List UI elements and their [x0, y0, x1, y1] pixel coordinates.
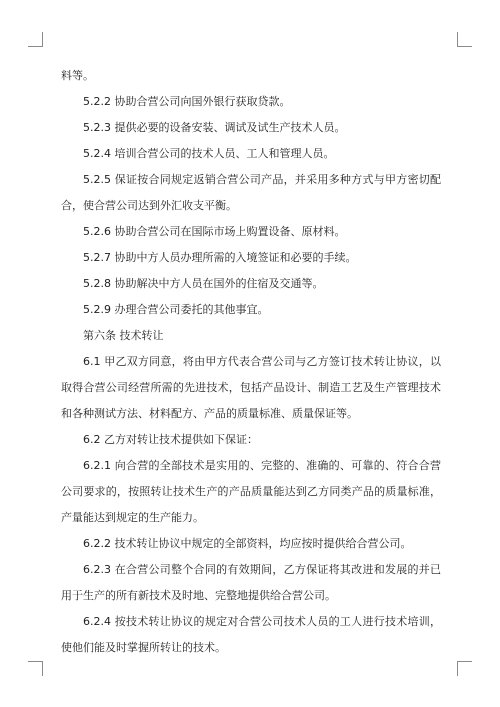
clause-6-1: 6.1 甲乙双方同意，将由甲方代表合营公司与乙方签订技术转让协议，以取得合营公司经营所需的先进技术，包括产品设计、制造工艺及生产管理技术和各种测试方法、材料配方、产品的质量标准、质量保证等。: [61, 355, 441, 420]
clause-6-2-3: 6.2.3 在合营公司整个合同的有效期间，乙方保证将其改进和发展的并已用于生产的所有新技术及时地、完整地提供给合营公司。: [61, 563, 441, 602]
clause-5-2-7: 5.2.7 协助中方人员办理所需的入境签证和必要的手续。: [83, 251, 357, 264]
crop-mark-bottom-right: [457, 661, 472, 676]
clause-5-2-3: 5.2.3 提供必要的设备安装、调试及试生产技术人员。: [83, 121, 346, 134]
clause-6-2-4: 6.2.4 按技术转让协议的规定对合营公司技术人员的工人进行技术培训，使他们能及时掌握所转让的技术。: [61, 615, 441, 654]
paragraph-continuation: 料等。: [61, 69, 94, 82]
crop-mark-top-left: [28, 32, 43, 47]
clause-5-2-8: 5.2.8 协助解决中方人员在国外的住宿及交通等。: [83, 277, 324, 290]
clause-5-2-9: 5.2.9 办理合营公司委托的其他事宜。: [83, 303, 269, 316]
clause-5-2-5: 5.2.5 保证按合同规定返销合营公司产品，并采用多种方式与甲方密切配合，使合营公司达到外汇收支平衡。: [61, 173, 441, 212]
clause-6-2-2: 6.2.2 技术转让协议中规定的全部资料，均应按时提供给合营公司。: [83, 537, 412, 550]
document-body: [61, 63, 441, 661]
section-heading-article-6: 第六条 技术转让: [83, 329, 164, 342]
clause-5-2-4: 5.2.4 培训合营公司的技术人员、工人和管理人员。: [83, 147, 335, 160]
crop-mark-bottom-left: [28, 661, 43, 676]
clause-6-2-1: 6.2.1 向合营的全部技术是实用的、完整的、准确的、可靠的、符合合营公司要求的，按照转让技术生产的产品质量能达到乙方同类产品的质量标准，产量能达到规定的生产能力。: [61, 459, 441, 524]
clause-5-2-2: 5.2.2 协助合营公司向国外银行获取贷款。: [83, 95, 291, 108]
clause-6-2: 6.2 乙方对转让技术提供如下保证：: [83, 433, 258, 446]
crop-mark-top-right: [457, 32, 472, 47]
clause-5-2-6: 5.2.6 协助合营公司在国际市场上购置设备、原材料。: [83, 225, 346, 238]
